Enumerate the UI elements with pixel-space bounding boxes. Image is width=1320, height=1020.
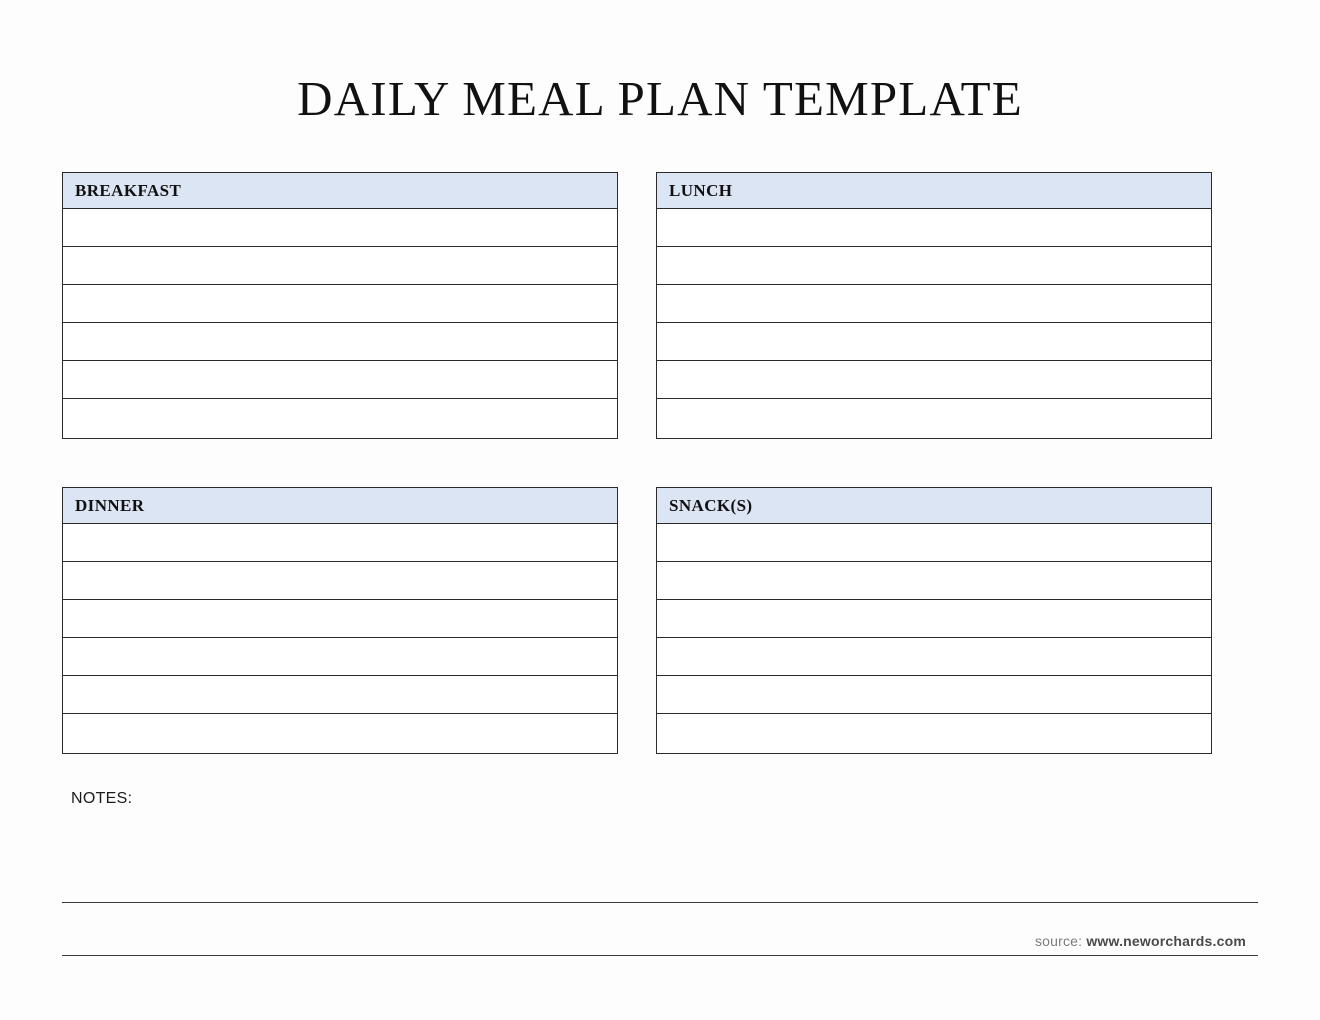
table-row[interactable] [63, 676, 617, 714]
source-prefix: source: [1034, 933, 1087, 949]
notes-line[interactable] [62, 850, 1258, 903]
table-row[interactable] [63, 399, 617, 438]
table-row[interactable] [63, 209, 617, 247]
section-header-snacks [656, 487, 1212, 524]
section-label: SNACK(S) [669, 495, 753, 515]
table-row[interactable] [657, 562, 1211, 600]
table-row[interactable] [63, 285, 617, 323]
table-row[interactable] [657, 247, 1211, 285]
table-row[interactable] [63, 323, 617, 361]
table-row[interactable] [657, 638, 1211, 676]
table-row[interactable] [657, 323, 1211, 361]
section-header-dinner [62, 487, 618, 524]
section-rows-dinner [62, 524, 618, 754]
meal-section-breakfast [62, 172, 618, 439]
table-row[interactable] [657, 676, 1211, 714]
table-row[interactable] [657, 600, 1211, 638]
table-row[interactable] [657, 285, 1211, 323]
table-row[interactable] [657, 524, 1211, 562]
table-row[interactable] [63, 361, 617, 399]
table-row[interactable] [657, 714, 1211, 753]
section-header-lunch [656, 172, 1212, 209]
table-row[interactable] [657, 399, 1211, 438]
source-site: www.neworchards.com [1086, 933, 1246, 949]
section-rows-lunch [656, 209, 1212, 439]
table-row[interactable] [63, 524, 617, 562]
section-rows-breakfast [62, 209, 618, 439]
meal-section-snacks [656, 487, 1212, 754]
table-row[interactable] [63, 638, 617, 676]
table-row[interactable] [657, 361, 1211, 399]
page-title: DAILY MEAL PLAN TEMPLATE [297, 71, 1023, 126]
notes-area [62, 790, 1258, 956]
table-row[interactable] [63, 714, 617, 753]
section-label: LUNCH [669, 180, 733, 200]
meal-section-dinner [62, 487, 618, 754]
section-header-breakfast [62, 172, 618, 209]
section-label: BREAKFAST [75, 180, 182, 200]
table-row[interactable] [63, 247, 617, 285]
table-row[interactable] [63, 562, 617, 600]
source-credit [1035, 933, 1246, 949]
meal-sections-grid [62, 172, 1258, 802]
table-row[interactable] [657, 209, 1211, 247]
section-label: DINNER [75, 495, 145, 515]
meal-section-lunch [656, 172, 1212, 439]
table-row[interactable] [63, 600, 617, 638]
notes-label: NOTES: [71, 790, 133, 807]
section-rows-snacks [656, 524, 1212, 754]
